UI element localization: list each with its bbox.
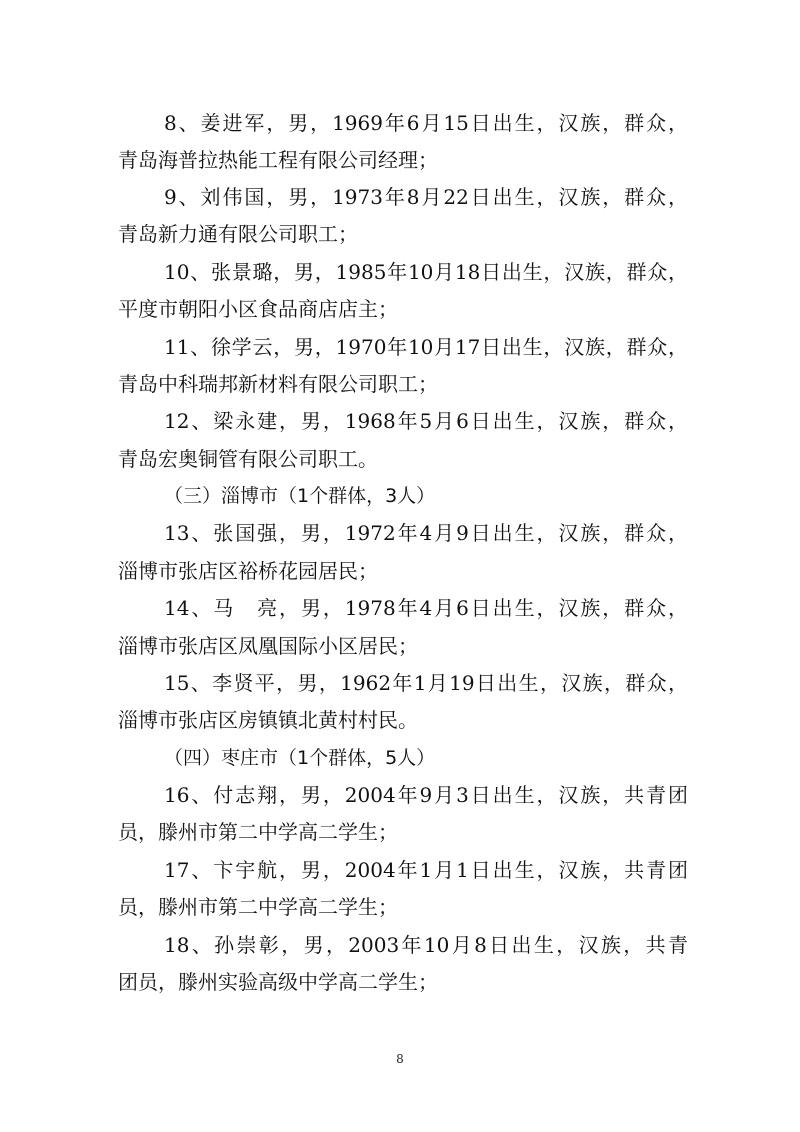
entry-11-line-1: 11、徐学云，男，1970年10月17日出生，汉族，群众， bbox=[164, 335, 688, 359]
entry-11-line-2: 青岛中科瑞邦新材料有限公司职工； bbox=[118, 372, 438, 396]
entry-14-line-2: 淄博市张店区凤凰国际小区居民； bbox=[118, 634, 418, 658]
page-number: 8 bbox=[396, 1052, 404, 1066]
entry-18-line-1: 18、孙崇彰，男，2003年10月8日出生，汉族，共青 bbox=[164, 933, 688, 957]
entry-17-line-2: 员，滕州市第二中学高二学生； bbox=[118, 895, 398, 919]
entry-9-line-2: 青岛新力通有限公司职工； bbox=[118, 222, 358, 246]
entry-12-line-2: 青岛宏奥铜管有限公司职工。 bbox=[118, 447, 378, 471]
entry-17-line-1: 17、卞宇航，男，2004年1月1日出生，汉族，共青团 bbox=[164, 858, 688, 882]
entry-10-line-1: 10、张景璐，男，1985年10月18日出生，汉族，群众， bbox=[164, 260, 688, 284]
entry-15-line-2: 淄博市张店区房镇镇北黄村村民。 bbox=[118, 708, 418, 732]
section-heading-zibo: （三）淄博市（1个群体，3人） bbox=[164, 485, 436, 507]
entry-18-line-2: 团员，滕州实验高级中学高二学生； bbox=[118, 970, 438, 994]
entry-8-line-2: 青岛海普拉热能工程有限公司经理； bbox=[118, 148, 438, 172]
entry-10-line-2: 平度市朝阳小区食品商店店主； bbox=[118, 297, 398, 321]
entry-14-line-1: 14、马 亮，男，1978年4月6日出生，汉族，群众， bbox=[164, 596, 688, 620]
entry-16-line-1: 16、付志翔，男，2004年9月3日出生，汉族，共青团 bbox=[164, 783, 688, 807]
entry-16-line-2: 员，滕州市第二中学高二学生； bbox=[118, 820, 398, 844]
entry-15-line-1: 15、李贤平，男，1962年1月19日出生，汉族，群众， bbox=[164, 671, 688, 695]
entry-12-line-1: 12、梁永建，男，1968年5月6日出生，汉族，群众， bbox=[164, 409, 688, 433]
entry-8-line-1: 8、姜进军，男，1969年6月15日出生，汉族，群众， bbox=[164, 111, 688, 135]
entry-13-line-1: 13、张国强，男，1972年4月9日出生，汉族，群众， bbox=[164, 521, 688, 545]
entry-9-line-1: 9、刘伟国，男，1973年8月22日出生，汉族，群众， bbox=[164, 185, 688, 209]
section-heading-zaozhuang: （四）枣庄市（1个群体，5人） bbox=[164, 747, 436, 769]
entry-13-line-2: 淄博市张店区裕桥花园居民； bbox=[118, 559, 378, 583]
